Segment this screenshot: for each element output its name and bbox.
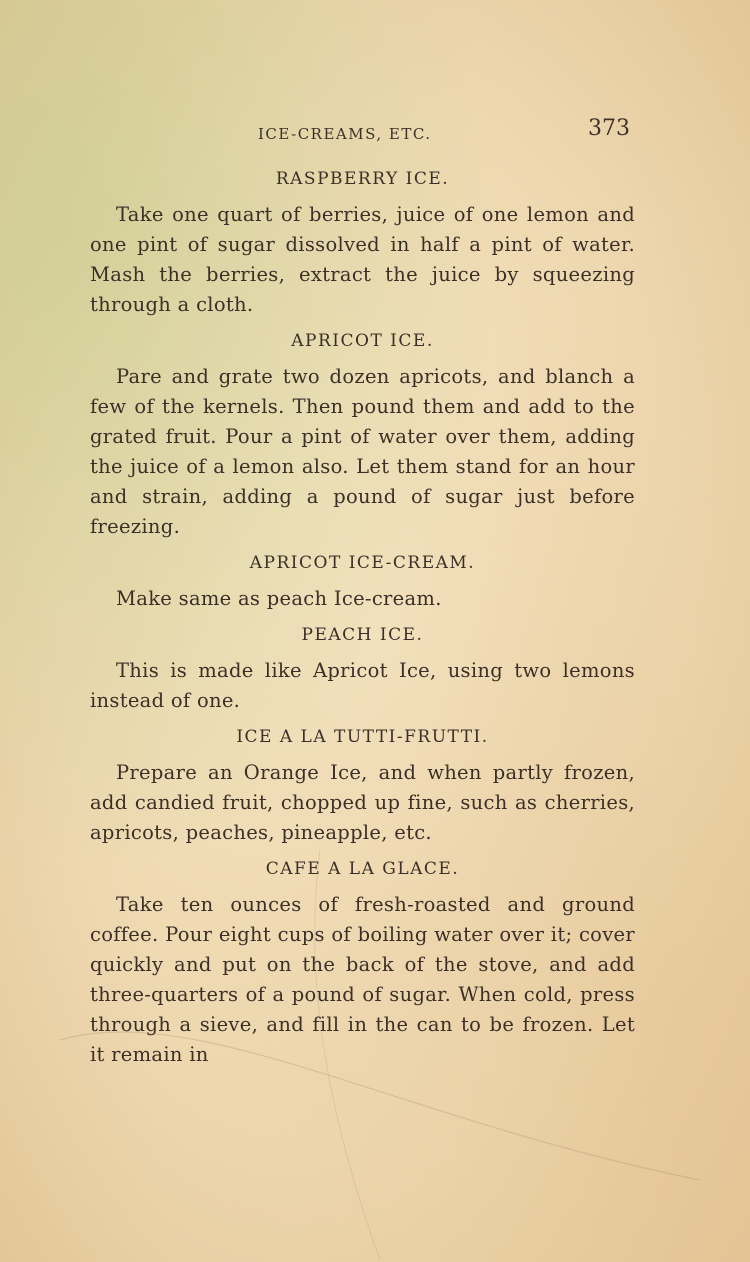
section-title-apricot-ice: APRICOT ICE.: [291, 331, 434, 351]
recipe-raspberry-ice: Take one quart of berries, juice of one lemon and one pint of sugar dissolved in half a pint of water. Mash the berries, extract the juice by squeezing through a cloth.: [90, 203, 635, 316]
section-title-raspberry-ice: RASPBERRY ICE.: [275, 169, 450, 189]
section-title-tutti-frutti: ICE A LA TUTTI-FRUTTI.: [236, 727, 489, 747]
section-title-cafe-a-la-glace: CAFE A LA GLACE.: [265, 859, 460, 879]
running-head: ICE-CREAMS, ETC.: [258, 125, 432, 143]
recipe-peach-ice: This is made like Apricot Ice, using two lemons instead of one.: [90, 659, 635, 712]
page-content: [90, 168, 635, 1080]
recipe-cafe-a-la-glace: Take ten ounces of fresh-roasted and ground coffee. Pour eight cups of boiling water over it; cover quickly and put on the back of the stove, and add three-quarters of a pound of sugar. When cold, press through a sieve, and fill in the can to be frozen. Let it remain in: [90, 893, 635, 1066]
page-number: 373: [588, 116, 630, 141]
recipe-apricot-ice: Pare and grate two dozen apricots, and blanch a few of the kernels. Then pound them and add to the grated fruit. Pour a pint of water over them, adding the juice of a lemon also. Let them stand for an hour and strain, adding a pound of sugar just before freezing.: [90, 365, 635, 538]
section-title-apricot-ice-cream: APRICOT ICE-CREAM.: [249, 553, 476, 573]
recipe-tutti-frutti: Prepare an Orange Ice, and when partly frozen, add candied fruit, chopped up fine, such as cherries, apricots, peaches, pineapple, etc.: [90, 761, 635, 844]
section-title-peach-ice: PEACH ICE.: [301, 625, 424, 645]
recipe-apricot-ice-cream: Make same as peach Ice-cream.: [116, 587, 442, 610]
